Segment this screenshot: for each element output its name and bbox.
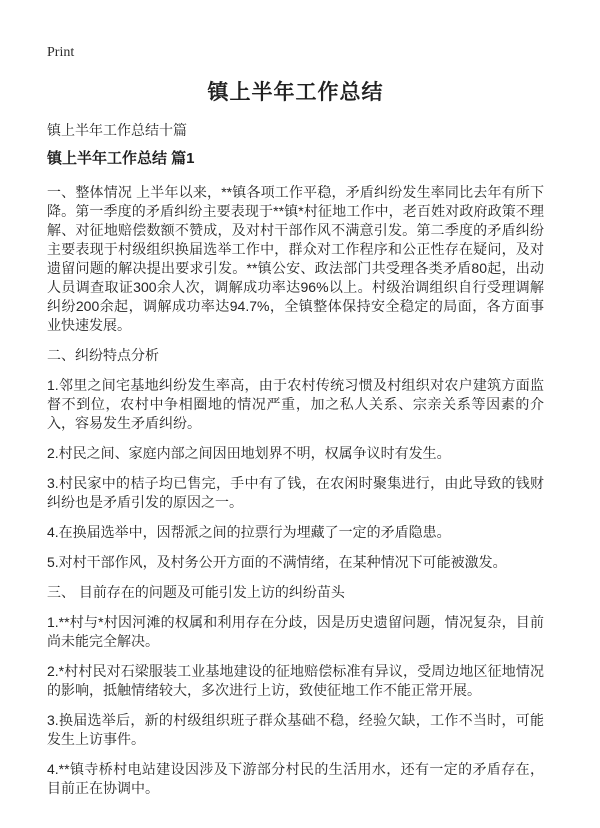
print-button[interactable]: Print xyxy=(47,45,75,60)
part-heading: 镇上半年工作总结 篇1 xyxy=(47,150,195,167)
document-body xyxy=(47,183,544,798)
paragraph-feature-2: 2.村民之间、家庭内部之间因田地划界不明，权属争议时有发生。 xyxy=(47,445,451,461)
paragraph-problem-3: 3.换届选举后，新的村级组织班子群众基础不稳，经验欠缺，工作不当时，可能发生上访事件。 xyxy=(47,712,544,747)
document-subtitle: 镇上半年工作总结十篇 xyxy=(47,122,187,138)
paragraph-feature-3: 3.村民家中的桔子均已售完，手中有了钱，在农闲时聚集进行，由此导致的钱财纠纷也是矛盾引发的原因之一。 xyxy=(47,475,544,510)
paragraph-problem-2: 2.*村村民对石梁服装工业基地建设的征地赔偿标准有异议，受周边地区征地情况的影响，抵触情绪较大，多次进行上访，致使征地工作不能正常开展。 xyxy=(47,663,544,698)
paragraph-overview: 一、整体情况 上半年以来，**镇各项工作平稳，矛盾纠纷发生率同比去年有所下降。第一季度的矛盾纠纷主要表现于**镇*村征地工作中，老百姓对政府政策不理解、对征地赔偿数额不赞成，及对村干部作风不满意引发。第二季度的矛盾纠纷主要表现于村级组织换届选举工作中，群众对工作程序和公正性存在疑问，及对遗留问题的解决提出要求引发。**镇公安、政法部门共受理各类矛盾80起，出动人员调查取证300余人次，调解成功率达96%以上。村级治调组织自行受理调解纠纷200余起，调解成功率达94.7%，全镇整体保持安全稳定的局面，各方面事业快速发展。 xyxy=(47,184,544,333)
paragraph-feature-1: 1.邻里之间宅基地纠纷发生率高，由于农村传统习惯及村组织对农户建筑方面监督不到位，农村中争相圈地的情况严重，加之私人关系、宗亲关系等因素的介入，容易发生矛盾纠纷。 xyxy=(47,377,544,431)
section-heading-2: 二、纠纷特点分析 xyxy=(47,347,159,363)
page-title: 镇上半年工作总结 xyxy=(207,81,384,104)
paragraph-feature-4: 4.在换届选举中，因帮派之间的拉票行为埋藏了一定的矛盾隐患。 xyxy=(47,524,451,540)
paragraph-problem-1: 1.**村与*村因河滩的权属和利用存在分歧，因是历史遗留问题，情况复杂，目前尚未能完全解决。 xyxy=(47,614,544,649)
paragraph-feature-5: 5.对村干部作风，及村务公开方面的不满情绪，在某种情况下可能被激发。 xyxy=(47,554,507,570)
paragraph-problem-4: 4.**镇寺桥村电站建设因涉及下游部分村民的生活用水，还有一定的矛盾存在，目前正在协调中。 xyxy=(47,761,544,796)
section-heading-3: 三、 目前存在的问题及可能引发上访的纠纷苗头 xyxy=(47,584,345,600)
